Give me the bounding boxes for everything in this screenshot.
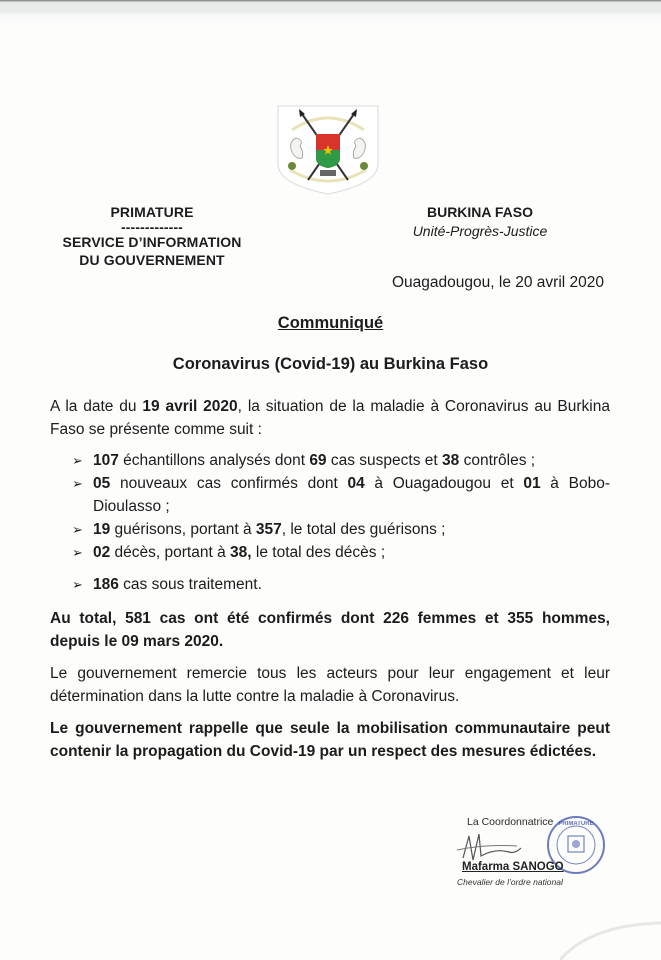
figure-value: 02 <box>93 544 111 561</box>
situation-item <box>72 518 610 541</box>
document-title: Communiqué <box>277 314 384 332</box>
arrow-bullet-icon: ➢ <box>72 476 83 491</box>
item-text: à Ouagadougou et <box>364 475 524 492</box>
signatory-name: Mafarma SANOGO <box>462 861 564 873</box>
figure-value: 01 <box>523 475 541 492</box>
total-paragraph: Au total, 581 cas ont été confirmés dont 226 femmes et 355 hommes, depuis le 09 mars 2020. <box>50 610 610 650</box>
item-text: nouveaux cas confirmés dont <box>110 475 348 492</box>
document-subject: Coronavirus (Covid-19) au Burkina Faso <box>172 355 489 373</box>
figure-value: 04 <box>347 475 365 492</box>
dateline: Ouagadougou, le 20 avril 2020 <box>392 274 604 291</box>
item-text: cas suspects et <box>326 452 443 469</box>
arrow-bullet-icon: ➢ <box>72 577 83 592</box>
situation-item <box>72 449 610 472</box>
item-text: à Bobo-Dioulasso ; <box>93 475 610 515</box>
header-separator: ------------- <box>121 219 183 235</box>
figure-value: 19 <box>93 521 111 538</box>
item-text: contrôles ; <box>459 452 536 469</box>
issuer-government: DU GOUVERNEMENT <box>79 252 225 268</box>
signatory-honor: Chevalier de l’ordre national <box>457 877 563 887</box>
situation-item <box>72 573 610 596</box>
arrow-bullet-icon: ➢ <box>72 522 83 537</box>
issuer-primature: PRIMATURE <box>110 204 194 220</box>
page-curl-shadow <box>560 915 661 960</box>
figure-value: 69 <box>309 452 327 469</box>
item-text: le total des décès ; <box>251 544 386 561</box>
situation-item <box>72 541 610 564</box>
figure-value: 186 <box>93 576 119 593</box>
national-motto: Unité-Progrès-Justice <box>412 223 548 239</box>
arrow-bullet-icon: ➢ <box>72 545 83 560</box>
issuer-header <box>62 203 242 269</box>
figure-value: 107 <box>93 452 119 469</box>
country-header <box>400 203 560 241</box>
intro-paragraph <box>50 395 610 441</box>
intro-prefix: A la date du <box>50 398 143 415</box>
thanks-paragraph: Le gouvernement remercie tous les acteurs pour leur engagement et leur détermination dans la lutte contre la maladie à Coronavirus. <box>50 665 610 705</box>
signatory-role: La Coordonnatrice <box>467 816 554 828</box>
reminder-paragraph: Le gouvernement rappelle que seule la mobilisation communautaire peut contenir la propagation du Covid-19 par un respect des mesures édictées. <box>50 720 610 760</box>
item-text: échantillons analysés dont <box>118 452 310 469</box>
country-name: BURKINA FASO <box>426 204 534 220</box>
item-text: guérisons, portant à <box>110 521 256 538</box>
item-text: cas sous traitement. <box>118 576 262 593</box>
situation-item <box>72 472 610 518</box>
figure-value: 38, <box>230 544 252 561</box>
figure-value: 38 <box>442 452 460 469</box>
figure-value: 05 <box>93 475 111 492</box>
signature-block <box>455 812 615 892</box>
document-body <box>50 395 610 763</box>
issuer-service: SERVICE D’INFORMATION <box>62 234 242 250</box>
arrow-bullet-icon: ➢ <box>72 453 83 468</box>
top-edge-shadow <box>0 14 661 26</box>
item-text: , le total des guérisons ; <box>281 521 446 538</box>
report-date: 19 avril 2020 <box>142 398 238 415</box>
top-edge-bar <box>0 0 661 14</box>
stamp-text: PRIMATURE <box>558 821 594 827</box>
coat-of-arms-icon <box>272 100 384 196</box>
intro-suffix: , la situation de la maladie à Coronavirus au Burkina Faso se présente comme suit : <box>50 398 610 438</box>
item-text: décès, portant à <box>110 544 231 561</box>
figure-value: 357 <box>255 521 282 538</box>
situation-list <box>50 449 610 596</box>
